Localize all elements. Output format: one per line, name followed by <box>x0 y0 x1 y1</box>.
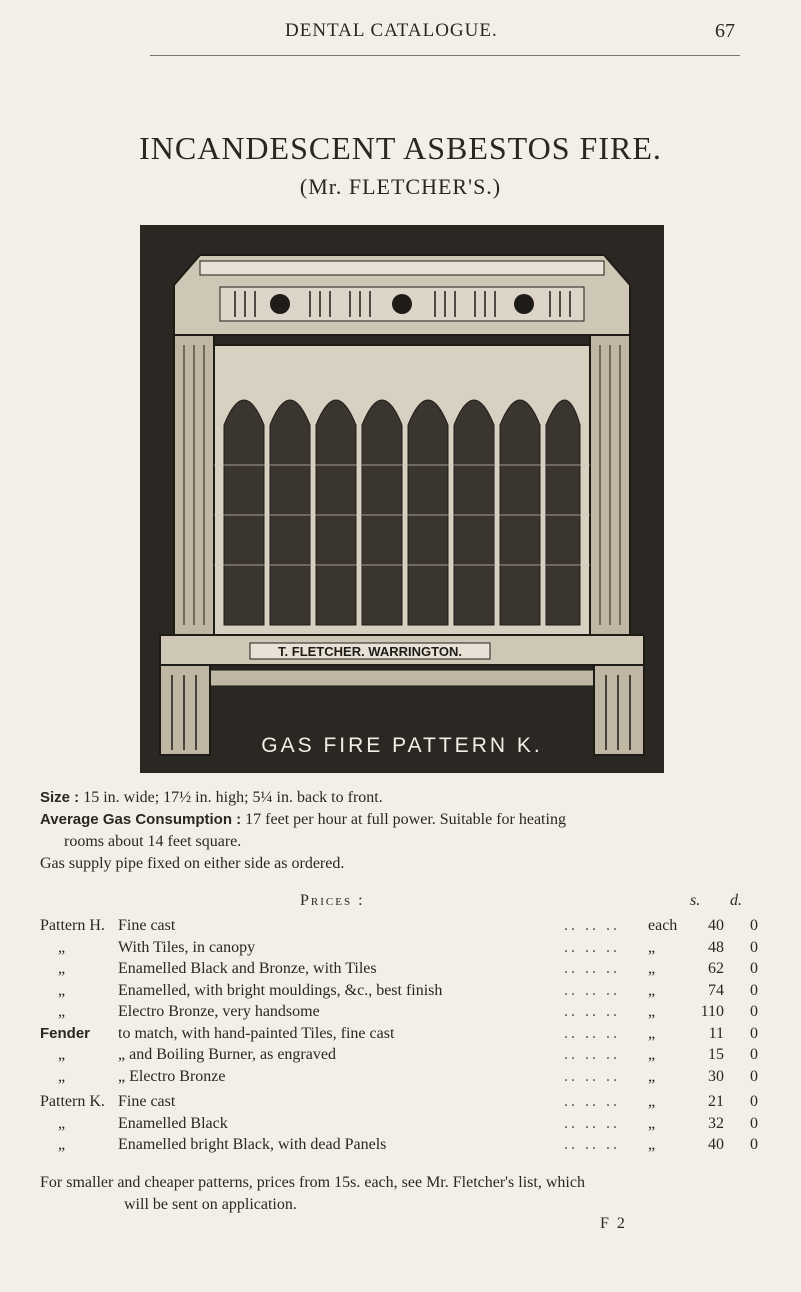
row-shillings: 21 <box>708 1093 724 1110</box>
row-prefix: „ <box>58 1046 66 1063</box>
leader-dots: .. .. .. <box>564 1114 620 1132</box>
row-description: Fine cast <box>118 917 176 934</box>
price-row <box>40 1025 760 1047</box>
price-row <box>40 1093 760 1115</box>
row-shillings: 32 <box>708 1114 724 1132</box>
page-subtitle: (Mr. FLETCHER'S.) <box>299 174 502 199</box>
page-number: 67 <box>715 20 735 42</box>
row-prefix: „ <box>58 981 66 999</box>
row-prefix: „ <box>58 1114 66 1132</box>
row-shillings: 74 <box>708 981 724 999</box>
price-row <box>40 960 760 982</box>
leader-dots: .. .. .. <box>564 1093 620 1110</box>
price-row <box>40 1136 760 1158</box>
row-prefix: Fender <box>40 1024 91 1042</box>
row-pence: 0 <box>750 981 758 999</box>
leader-dots: .. .. .. <box>564 1136 620 1153</box>
size-label: Size : <box>40 789 80 806</box>
row-shillings: 48 <box>708 938 724 956</box>
page-title: INCANDESCENT ASBESTOS FIRE. <box>139 130 662 166</box>
unit-pence: d. <box>730 892 742 909</box>
row-unit: „ <box>648 960 656 977</box>
illustration-caption: GAS FIRE PATTERN K. <box>261 734 543 757</box>
price-row <box>40 1003 760 1025</box>
row-unit: „ <box>648 1003 656 1020</box>
row-pence: 0 <box>750 1067 758 1085</box>
unit-shillings: s. <box>690 892 701 909</box>
row-prefix: Pattern K. <box>40 1093 105 1110</box>
price-row <box>40 1115 760 1137</box>
row-prefix: „ <box>58 1003 66 1020</box>
prices-heading: Prices : <box>300 892 365 909</box>
row-unit: „ <box>648 1024 656 1042</box>
price-row <box>40 1068 760 1090</box>
row-unit: „ <box>648 1093 656 1110</box>
consumption-line <box>40 809 770 831</box>
leader-dots: .. .. .. <box>564 938 620 956</box>
consumption-line-2: rooms about 14 feet square. <box>64 833 242 850</box>
running-head <box>0 20 801 50</box>
price-row <box>40 917 760 939</box>
row-shillings: 40 <box>708 917 724 934</box>
row-unit: „ <box>648 1114 656 1132</box>
row-shillings: 62 <box>708 960 724 977</box>
leader-dots: .. .. .. <box>564 960 620 977</box>
row-unit: „ <box>648 1136 656 1153</box>
row-pence: 0 <box>750 1024 758 1042</box>
row-description: to match, with hand-painted Tiles, fine cast <box>118 1024 395 1042</box>
consumption-label: Average Gas Consumption : <box>40 811 242 828</box>
row-description: Enamelled Black and Bronze, with Tiles <box>118 960 377 977</box>
footnote <box>40 1172 770 1216</box>
size-text: 15 in. wide; 17½ in. high; 5¼ in. back to front. <box>83 789 383 806</box>
leader-dots: .. .. .. <box>564 1046 620 1063</box>
row-unit: „ <box>648 1046 656 1063</box>
row-shillings: 30 <box>708 1067 724 1085</box>
size-line <box>40 787 383 809</box>
footnote-line-2: will be sent on application. <box>124 1196 297 1213</box>
row-shillings: 40 <box>708 1136 724 1153</box>
leader-dots: .. .. .. <box>564 981 620 999</box>
row-pence: 0 <box>750 938 758 956</box>
row-shillings: 11 <box>708 1024 724 1042</box>
row-description: Fine cast <box>118 1093 176 1110</box>
row-pence: 0 <box>750 1003 758 1020</box>
leader-dots: .. .. .. <box>564 1067 620 1085</box>
row-pence: 0 <box>750 1136 758 1153</box>
row-pence: 0 <box>750 960 758 977</box>
row-unit: „ <box>648 1067 656 1085</box>
row-pence: 0 <box>750 917 758 934</box>
row-prefix: „ <box>58 1136 66 1153</box>
row-unit: each <box>648 917 678 934</box>
row-pence: 0 <box>750 1114 758 1132</box>
row-description: Electro Bronze, very handsome <box>118 1003 320 1020</box>
row-pence: 0 <box>750 1046 758 1063</box>
row-prefix: „ <box>58 1067 66 1085</box>
row-unit: „ <box>648 938 656 956</box>
row-unit: „ <box>648 981 656 999</box>
supply-line: Gas supply pipe fixed on either side as ordered. <box>40 855 345 872</box>
consumption-text: 17 feet per hour at full power. Suitable for heating <box>245 811 566 828</box>
row-shillings: 15 <box>708 1046 724 1063</box>
row-pence: 0 <box>750 1093 758 1110</box>
row-shillings: 110 <box>700 1003 724 1020</box>
price-row <box>40 939 760 961</box>
price-table <box>40 917 760 1158</box>
price-row <box>40 982 760 1004</box>
price-row <box>40 1046 760 1068</box>
row-description: Enamelled bright Black, with dead Panels <box>118 1136 387 1153</box>
leader-dots: .. .. .. <box>564 1003 620 1020</box>
gas-fire-illustration <box>140 225 664 773</box>
leader-dots: .. .. .. <box>564 917 620 934</box>
row-prefix: Pattern H. <box>40 917 105 934</box>
row-description: Enamelled, with bright mouldings, &c., best finish <box>118 981 443 999</box>
row-prefix: „ <box>58 938 66 956</box>
row-description: „ Electro Bronze <box>118 1067 226 1085</box>
running-head-title: DENTAL CATALOGUE. <box>285 20 498 41</box>
row-prefix: „ <box>58 960 66 977</box>
row-description: Enamelled Black <box>118 1114 228 1132</box>
leader-dots: .. .. .. <box>564 1024 620 1042</box>
signature-mark: F 2 <box>600 1215 627 1232</box>
maker-plate: T. FLETCHER. WARRINGTON. <box>278 644 462 659</box>
header-rule <box>150 55 740 56</box>
row-description: With Tiles, in canopy <box>118 938 256 956</box>
row-description: „ and Boiling Burner, as engraved <box>118 1046 336 1063</box>
footnote-line-1: For smaller and cheaper patterns, prices from 15s. each, see Mr. Fletcher's list, which <box>40 1174 585 1191</box>
